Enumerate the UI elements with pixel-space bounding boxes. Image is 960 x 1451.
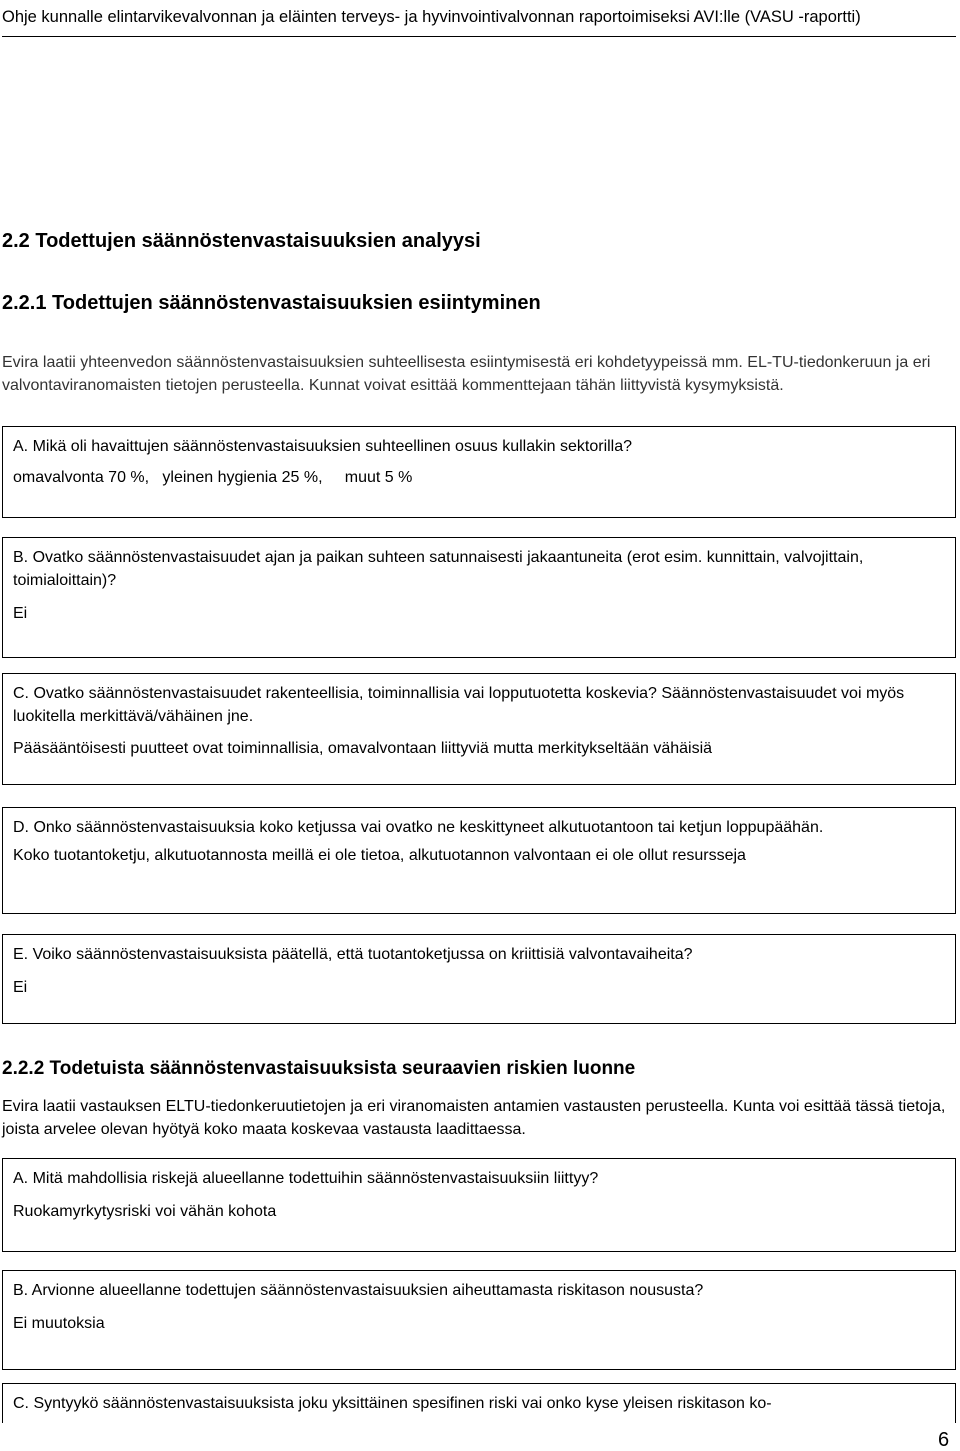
question-text: A. Mitä mahdollisia riskejä alueellanne todettuihin säännöstenvastaisuuksiin liittyy?	[13, 1170, 599, 1187]
answer-text: Ei	[13, 979, 28, 996]
question-box-e	[2, 934, 956, 1024]
question-box-b	[2, 537, 956, 658]
section-heading-2-2-2: 2.2.2 Todetuista säännöstenvastaisuuksista seuraavien riskien luonne	[2, 1058, 636, 1079]
answer-text: Koko tuotantoketju, alkutuotannosta meillä ei ole tietoa, alkutuotannon valvontaan ei ole ollut resursseja	[13, 847, 746, 864]
section-2-2-1-intro: Evira laatii yhteenvedon säännöstenvastaisuuksien suhteellisesta esiintymisestä eri kohdetyypeissä mm. EL-TU-tiedonkeruun ja eri valvontaviranomaisten tietojen perusteella. Kunnat voivat esittää kommenttejaan tähän liittyvistä kysymyksistä.	[2, 354, 931, 394]
question-text: B. Arvionne alueellanne todettujen säännöstenvastaisuuksien aiheuttamasta riskitason noususta?	[13, 1282, 704, 1299]
header-title: Ohje kunnalle elintarvikevalvonnan ja eläinten terveys- ja hyvinvointivalvonnan raportoimiseksi AVI:lle (VASU -raportti)	[2, 8, 861, 26]
question-text: B. Ovatko säännöstenvastaisuudet ajan ja paikan suhteen satunnaisesti jakaantuneita (erot esim. kunnittain, valvojittain, toimialoittain)?	[13, 549, 864, 589]
question-text: C. Syntyykö säännöstenvastaisuuksista joku yksittäinen spesifinen riski vai onko kyse yleisen riskitason ko-	[13, 1395, 772, 1412]
section-heading-2-2-1: 2.2.1 Todettujen säännöstenvastaisuuksien esiintyminen	[2, 292, 541, 314]
question-box-c	[2, 673, 956, 785]
document-header	[2, 0, 956, 37]
page-number: 6	[938, 1429, 950, 1451]
answer-text: Ruokamyrkytysriski voi vähän kohota	[13, 1203, 277, 1220]
risk-question-box-c	[2, 1383, 956, 1423]
answer-text: Ei	[13, 605, 28, 622]
question-box-d	[2, 807, 956, 914]
answer-text: Ei muutoksia	[13, 1315, 105, 1332]
section-2-2-2-intro: Evira laatii vastauksen ELTU-tiedonkeruutietojen ja eri viranomaisten antamien vastausten perusteella. Kunta voi esittää tässä tietoja, joista arvelee olevan hyötyä koko maata koskevaa vastausta laadittaessa.	[2, 1098, 946, 1138]
answer-text: omavalvonta 70 %, yleinen hygienia 25 %, muut 5 %	[13, 469, 413, 486]
risk-question-box-a	[2, 1158, 956, 1252]
question-text: C. Ovatko säännöstenvastaisuudet rakenteellisia, toiminnallisia vai lopputuotetta koskevia? Säännöstenvastaisuudet voi myös luokitella merkittävä/vähäinen jne.	[13, 685, 905, 725]
risk-question-box-b	[2, 1270, 956, 1370]
question-text: E. Voiko säännöstenvastaisuuksista päätellä, että tuotantoketjussa on kriittisiä valvontavaiheita?	[13, 946, 693, 963]
answer-text: Pääsääntöisesti puutteet ovat toiminnallisia, omavalvontaan liittyviä mutta merkitykseltään vähäisiä	[13, 740, 713, 757]
question-text: D. Onko säännöstenvastaisuuksia koko ketjussa vai ovatko ne keskittyneet alkutuotantoon tai ketjun loppupäähän.	[13, 819, 824, 836]
question-text: A. Mikä oli havaittujen säännöstenvastaisuuksien suhteellinen osuus kullakin sektorilla?	[13, 438, 633, 455]
section-heading-2-2: 2.2 Todettujen säännöstenvastaisuuksien analyysi	[2, 230, 481, 252]
question-box-a	[2, 426, 956, 518]
